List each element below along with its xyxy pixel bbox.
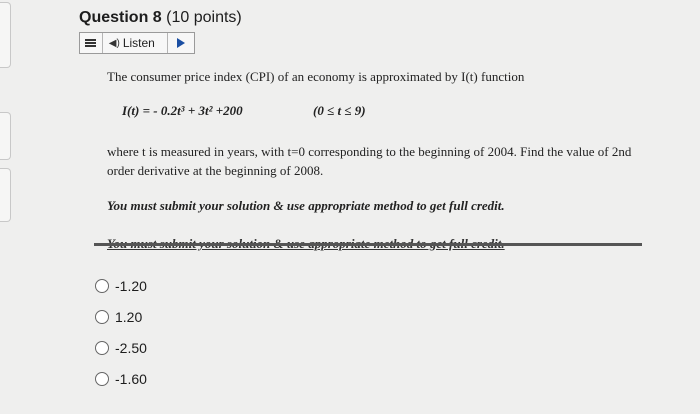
question-title <box>79 9 242 27</box>
radio-button[interactable] <box>95 372 109 386</box>
side-panel-edge <box>0 168 11 222</box>
cpi-equation: I(t) = - 0.2t³ + 3t² +200 <box>122 103 243 118</box>
listen-toolbar <box>79 32 195 54</box>
question-intro: The consumer price index (CPI) of an economy is approximated by I(t) function <box>107 69 525 84</box>
play-icon <box>177 38 185 48</box>
option-4[interactable] <box>95 363 147 394</box>
listen-label: Listen <box>122 36 155 50</box>
radio-button[interactable] <box>95 310 109 324</box>
divider <box>94 243 642 246</box>
side-panel-edge <box>0 112 11 160</box>
question-number: Question 8 <box>79 9 162 26</box>
hamburger-icon[interactable] <box>80 33 103 53</box>
side-panel-edge <box>0 2 11 68</box>
option-1[interactable] <box>95 270 147 301</box>
play-button[interactable] <box>168 38 194 48</box>
option-label: -2.50 <box>115 339 147 356</box>
question-description: where t is measured in years, with t=0 corresponding to the beginning of 2004. Find the value of 2nd order derivative at the beginning of 2008. <box>107 144 632 178</box>
option-label: 1.20 <box>115 308 143 325</box>
listen-button[interactable] <box>103 33 168 53</box>
domain-condition: (0 ≤ t ≤ 9) <box>313 103 366 118</box>
answer-options <box>95 270 147 394</box>
option-label: -1.20 <box>115 277 147 294</box>
option-3[interactable] <box>95 332 147 363</box>
question-points: (10 points) <box>166 9 242 26</box>
speaker-icon: ◀) <box>108 37 120 49</box>
option-2[interactable] <box>95 301 147 332</box>
option-label: -1.60 <box>115 370 147 387</box>
requirement-note: You must submit your solution & use appropriate method to get full credit. <box>107 198 505 213</box>
radio-button[interactable] <box>95 341 109 355</box>
radio-button[interactable] <box>95 279 109 293</box>
